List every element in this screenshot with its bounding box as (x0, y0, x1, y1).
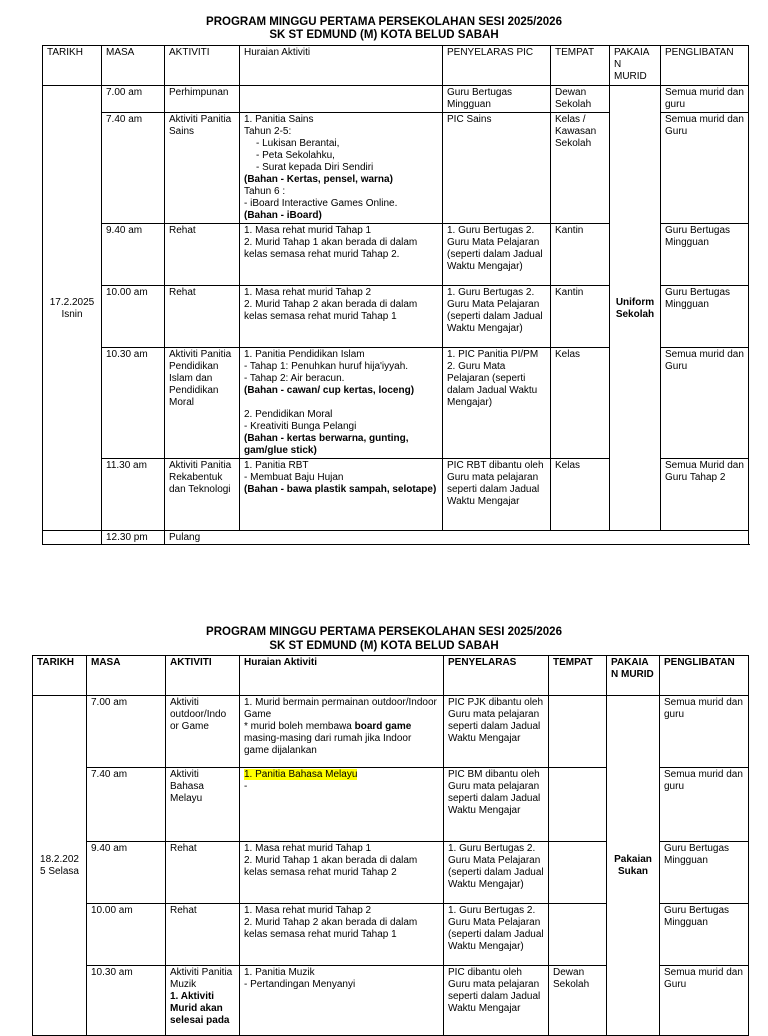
date-cell: 18.2.202 5 Selasa (33, 696, 87, 1036)
pic-cell: PIC Sains (443, 113, 551, 224)
huraian-line: - Membuat Baju Hujan (244, 472, 344, 483)
tempat-cell: Dewan Sekolah (551, 86, 610, 113)
penglibatan-cell: Semua murid dan guru (661, 86, 749, 113)
header-cell: PENYELARAS (444, 656, 549, 696)
penglibatan-cell: Guru Bertugas Mingguan (661, 286, 749, 348)
huraian-line: 1. Panitia RBT (244, 460, 309, 471)
huraian-cell (240, 86, 443, 113)
aktiviti-cell: Pulang (165, 531, 749, 545)
masa-cell: 7.40 am (87, 768, 166, 842)
masa-cell: 7.40 am (102, 113, 165, 224)
masa-cell: 10.30 am (102, 348, 165, 459)
huraian-cell (240, 842, 444, 904)
header-cell: AKTIVITI (165, 46, 240, 86)
pic-cell: 1. Guru Bertugas 2. Guru Mata Pelajaran (seperti dalam Jadual Waktu Mengajar) (444, 842, 549, 904)
huraian-line: 2. Murid Tahap 1 akan berada di dalam kelas semasa rehat murid Tahap 2 (244, 855, 418, 878)
huraian-line: (Bahan - kertas berwarna, gunting, gam/glue stick) (244, 433, 409, 456)
masa-cell: 11.30 am (102, 459, 165, 531)
aktiviti-note: 1. Aktiviti Murid akan selesai pada (170, 991, 230, 1026)
huraian-line: 1. Panitia Muzik (244, 967, 315, 978)
aktiviti-cell: Aktiviti outdoor/Indo or Game (166, 696, 240, 768)
masa-cell: 9.40 am (87, 842, 166, 904)
huraian-line: - Lukisan Berantai, (256, 138, 340, 149)
header-cell: Huraian Aktiviti (240, 46, 443, 86)
header-cell: MASA (102, 46, 165, 86)
pic-cell: PIC dibantu oleh Guru mata pelajaran seperti dalam Jadual Waktu Mengajar (444, 966, 549, 1036)
header-cell: Huraian Aktiviti (240, 656, 444, 696)
tempat-cell: Kelas (551, 459, 610, 531)
pic-cell: 1. Guru Bertugas 2. Guru Mata Pelajaran (seperti dalam Jadual Waktu Mengajar) (443, 224, 551, 286)
header-cell: TARIKH (43, 46, 102, 86)
huraian-line: 1. Panitia Sains (244, 114, 314, 125)
aktiviti-cell (166, 966, 240, 1036)
tempat-cell: Kantin (551, 286, 610, 348)
pic-cell: PIC RBT dibantu oleh Guru mata pelajaran seperti dalam Jadual Waktu Mengajar (443, 459, 551, 531)
tempat-cell: Kelas / Kawasan Sekolah (551, 113, 610, 224)
header-cell: AKTIVITI (166, 656, 240, 696)
page2-title-line1: PROGRAM MINGGU PERTAMA PERSEKOLAHAN SESI 2025/2026 (206, 626, 562, 638)
huraian-line: Tahun 6 : (244, 186, 286, 197)
page2-schedule-table (32, 655, 749, 1036)
aktiviti-cell: Rehat (166, 842, 240, 904)
masa-cell: 7.00 am (102, 86, 165, 113)
header-cell: PAKAIA N MURID (607, 656, 660, 696)
huraian-line: Tahun 2-5: (244, 126, 292, 137)
huraian-cell (240, 286, 443, 348)
huraian-line: (Bahan - cawan/ cup kertas, loceng) (244, 385, 415, 396)
spacer (244, 397, 438, 409)
huraian-line: - Tahap 2: Air beracun. (244, 373, 345, 384)
masa-cell: 9.40 am (102, 224, 165, 286)
huraian-cell (240, 348, 443, 459)
huraian-line: (Bahan - bawa plastik sampah, selotape) (244, 484, 437, 495)
aktiviti-cell: Aktiviti Bahasa Melayu (166, 768, 240, 842)
header-cell: TEMPAT (551, 46, 610, 86)
date-cell-empty (43, 531, 102, 545)
penglibatan-cell: Semua murid dan Guru (661, 113, 749, 224)
page1-title-line2: SK ST EDMUND (M) KOTA BELUD SABAH (269, 29, 499, 41)
pic-cell: PIC BM dibantu oleh Guru mata pelajaran seperti dalam Jadual Waktu Mengajar (444, 768, 549, 842)
penglibatan-cell: Semua murid dan guru (660, 768, 749, 842)
huraian-cell (240, 768, 444, 842)
header-cell: PENGLIBATAN (661, 46, 749, 86)
aktiviti-cell: Rehat (166, 904, 240, 966)
pic-cell: PIC PJK dibantu oleh Guru mata pelajaran seperti dalam Jadual Waktu Mengajar (444, 696, 549, 768)
tempat-cell (549, 768, 607, 842)
header-cell: TARIKH (33, 656, 87, 696)
tempat-cell (549, 696, 607, 768)
aktiviti-cell: Aktiviti Panitia Rekabentuk dan Teknologi (165, 459, 240, 531)
huraian-line: 1. Masa rehat murid Tahap 1 (244, 225, 372, 236)
huraian-cell (240, 113, 443, 224)
huraian-line: 2. Murid Tahap 1 akan berada di dalam kelas semasa rehat murid Tahap 2. (244, 237, 418, 260)
huraian-line: 1. Murid bermain permainan outdoor/Indoor Game (244, 697, 437, 720)
masa-cell: 10.00 am (102, 286, 165, 348)
huraian-line: - Tahap 1: Penuhkan huruf hija'iyyah. (244, 361, 409, 372)
penglibatan-cell: Semua murid dan Guru (661, 348, 749, 459)
huraian-cell (240, 904, 444, 966)
huraian-line: - (244, 781, 248, 792)
huraian-cell (240, 966, 444, 1036)
tempat-cell (549, 842, 607, 904)
huraian-line: 1. Masa rehat murid Tahap 2 (244, 905, 372, 916)
huraian-line: 2. Murid Tahap 2 akan berada di dalam kelas semasa rehat murid Tahap 1 (244, 917, 418, 940)
masa-cell: 10.00 am (87, 904, 166, 966)
pic-cell: 1. PIC Panitia PI/PM 2. Guru Mata Pelajaran (seperti dalam Jadual Waktu Mengajar) (443, 348, 551, 459)
aktiviti-cell: Rehat (165, 286, 240, 348)
header-cell: PENYELARAS PIC (443, 46, 551, 86)
tempat-cell: Kantin (551, 224, 610, 286)
tempat-cell: Dewan Sekolah (549, 966, 607, 1036)
page2-title-line2: SK ST EDMUND (M) KOTA BELUD SABAH (269, 640, 499, 652)
penglibatan-cell: Semua murid dan Guru (660, 966, 749, 1036)
huraian-line (244, 721, 439, 757)
penglibatan-cell: Semua murid dan guru (660, 696, 749, 768)
page2-header-row (33, 656, 749, 696)
masa-cell: 7.00 am (87, 696, 166, 768)
huraian-text: * murid boleh membawa (244, 721, 355, 732)
huraian-cell (240, 459, 443, 531)
huraian-text: masing-masing dari rumah jika Indoor game dijalankan (244, 733, 412, 756)
table-row (43, 86, 749, 113)
attire-cell: Uniform Sekolah (610, 86, 661, 531)
penglibatan-cell: Guru Bertugas Mingguan (660, 904, 749, 966)
aktiviti-text: Aktiviti Panitia Muzik (170, 967, 233, 990)
pic-cell: Guru Bertugas Mingguan (443, 86, 551, 113)
huraian-line: - Kreativiti Bunga Pelangi (244, 421, 357, 432)
pic-cell: 1. Guru Bertugas 2. Guru Mata Pelajaran (seperti dalam Jadual Waktu Mengajar) (443, 286, 551, 348)
huraian-cell (240, 696, 444, 768)
aktiviti-cell: Aktiviti Panitia Sains (165, 113, 240, 224)
aktiviti-cell: Perhimpunan (165, 86, 240, 113)
page1-title-line1: PROGRAM MINGGU PERTAMA PERSEKOLAHAN SESI 2025/2026 (206, 16, 562, 28)
huraian-line: - iBoard Interactive Games Online. (244, 198, 398, 209)
huraian-line: 2. Murid Tahap 2 akan berada di dalam kelas semasa rehat murid Tahap 1 (244, 299, 418, 322)
header-cell: PENGLIBATAN (660, 656, 749, 696)
attire-cell: Pakaian Sukan (607, 696, 660, 1036)
masa-cell: 10.30 am (87, 966, 166, 1036)
huraian-line: 1. Masa rehat murid Tahap 2 (244, 287, 372, 298)
penglibatan-cell: Guru Bertugas Mingguan (660, 842, 749, 904)
aktiviti-cell: Aktiviti Panitia Pendidikan Islam dan Pendidikan Moral (165, 348, 240, 459)
highlighted-text: 1. Panitia Bahasa Melayu (244, 769, 358, 780)
penglibatan-cell: Semua Murid dan Guru Tahap 2 (661, 459, 749, 531)
huraian-line: - Surat kepada Diri Sendiri (256, 162, 374, 173)
page1-header-row (43, 46, 749, 86)
page1-schedule-table (42, 45, 749, 545)
huraian-cell (240, 224, 443, 286)
header-cell: TEMPAT (549, 656, 607, 696)
table-row (43, 531, 749, 545)
huraian-line: - Peta Sekolahku, (256, 150, 335, 161)
pic-cell: 1. Guru Bertugas 2. Guru Mata Pelajaran (seperti dalam Jadual Waktu Mengajar) (444, 904, 549, 966)
huraian-line: - Pertandingan Menyanyi (244, 979, 356, 990)
tempat-cell (549, 904, 607, 966)
huraian-line: 2. Pendidikan Moral (244, 409, 333, 420)
huraian-line: (Bahan - iBoard) (244, 210, 322, 221)
header-cell: MASA (87, 656, 166, 696)
aktiviti-cell: Rehat (165, 224, 240, 286)
huraian-line (244, 769, 439, 781)
huraian-text: board game (354, 721, 412, 732)
huraian-line: (Bahan - Kertas, pensel, warna) (244, 174, 393, 185)
masa-cell: 12.30 pm (102, 531, 165, 545)
table-row (33, 696, 749, 768)
penglibatan-cell: Guru Bertugas Mingguan (661, 224, 749, 286)
header-cell: PAKAIA N MURID (610, 46, 661, 86)
huraian-line: 1. Panitia Pendidikan Islam (244, 349, 365, 360)
date-cell: 17.2.2025 Isnin (43, 86, 102, 531)
tempat-cell: Kelas (551, 348, 610, 459)
huraian-line: 1. Masa rehat murid Tahap 1 (244, 843, 372, 854)
